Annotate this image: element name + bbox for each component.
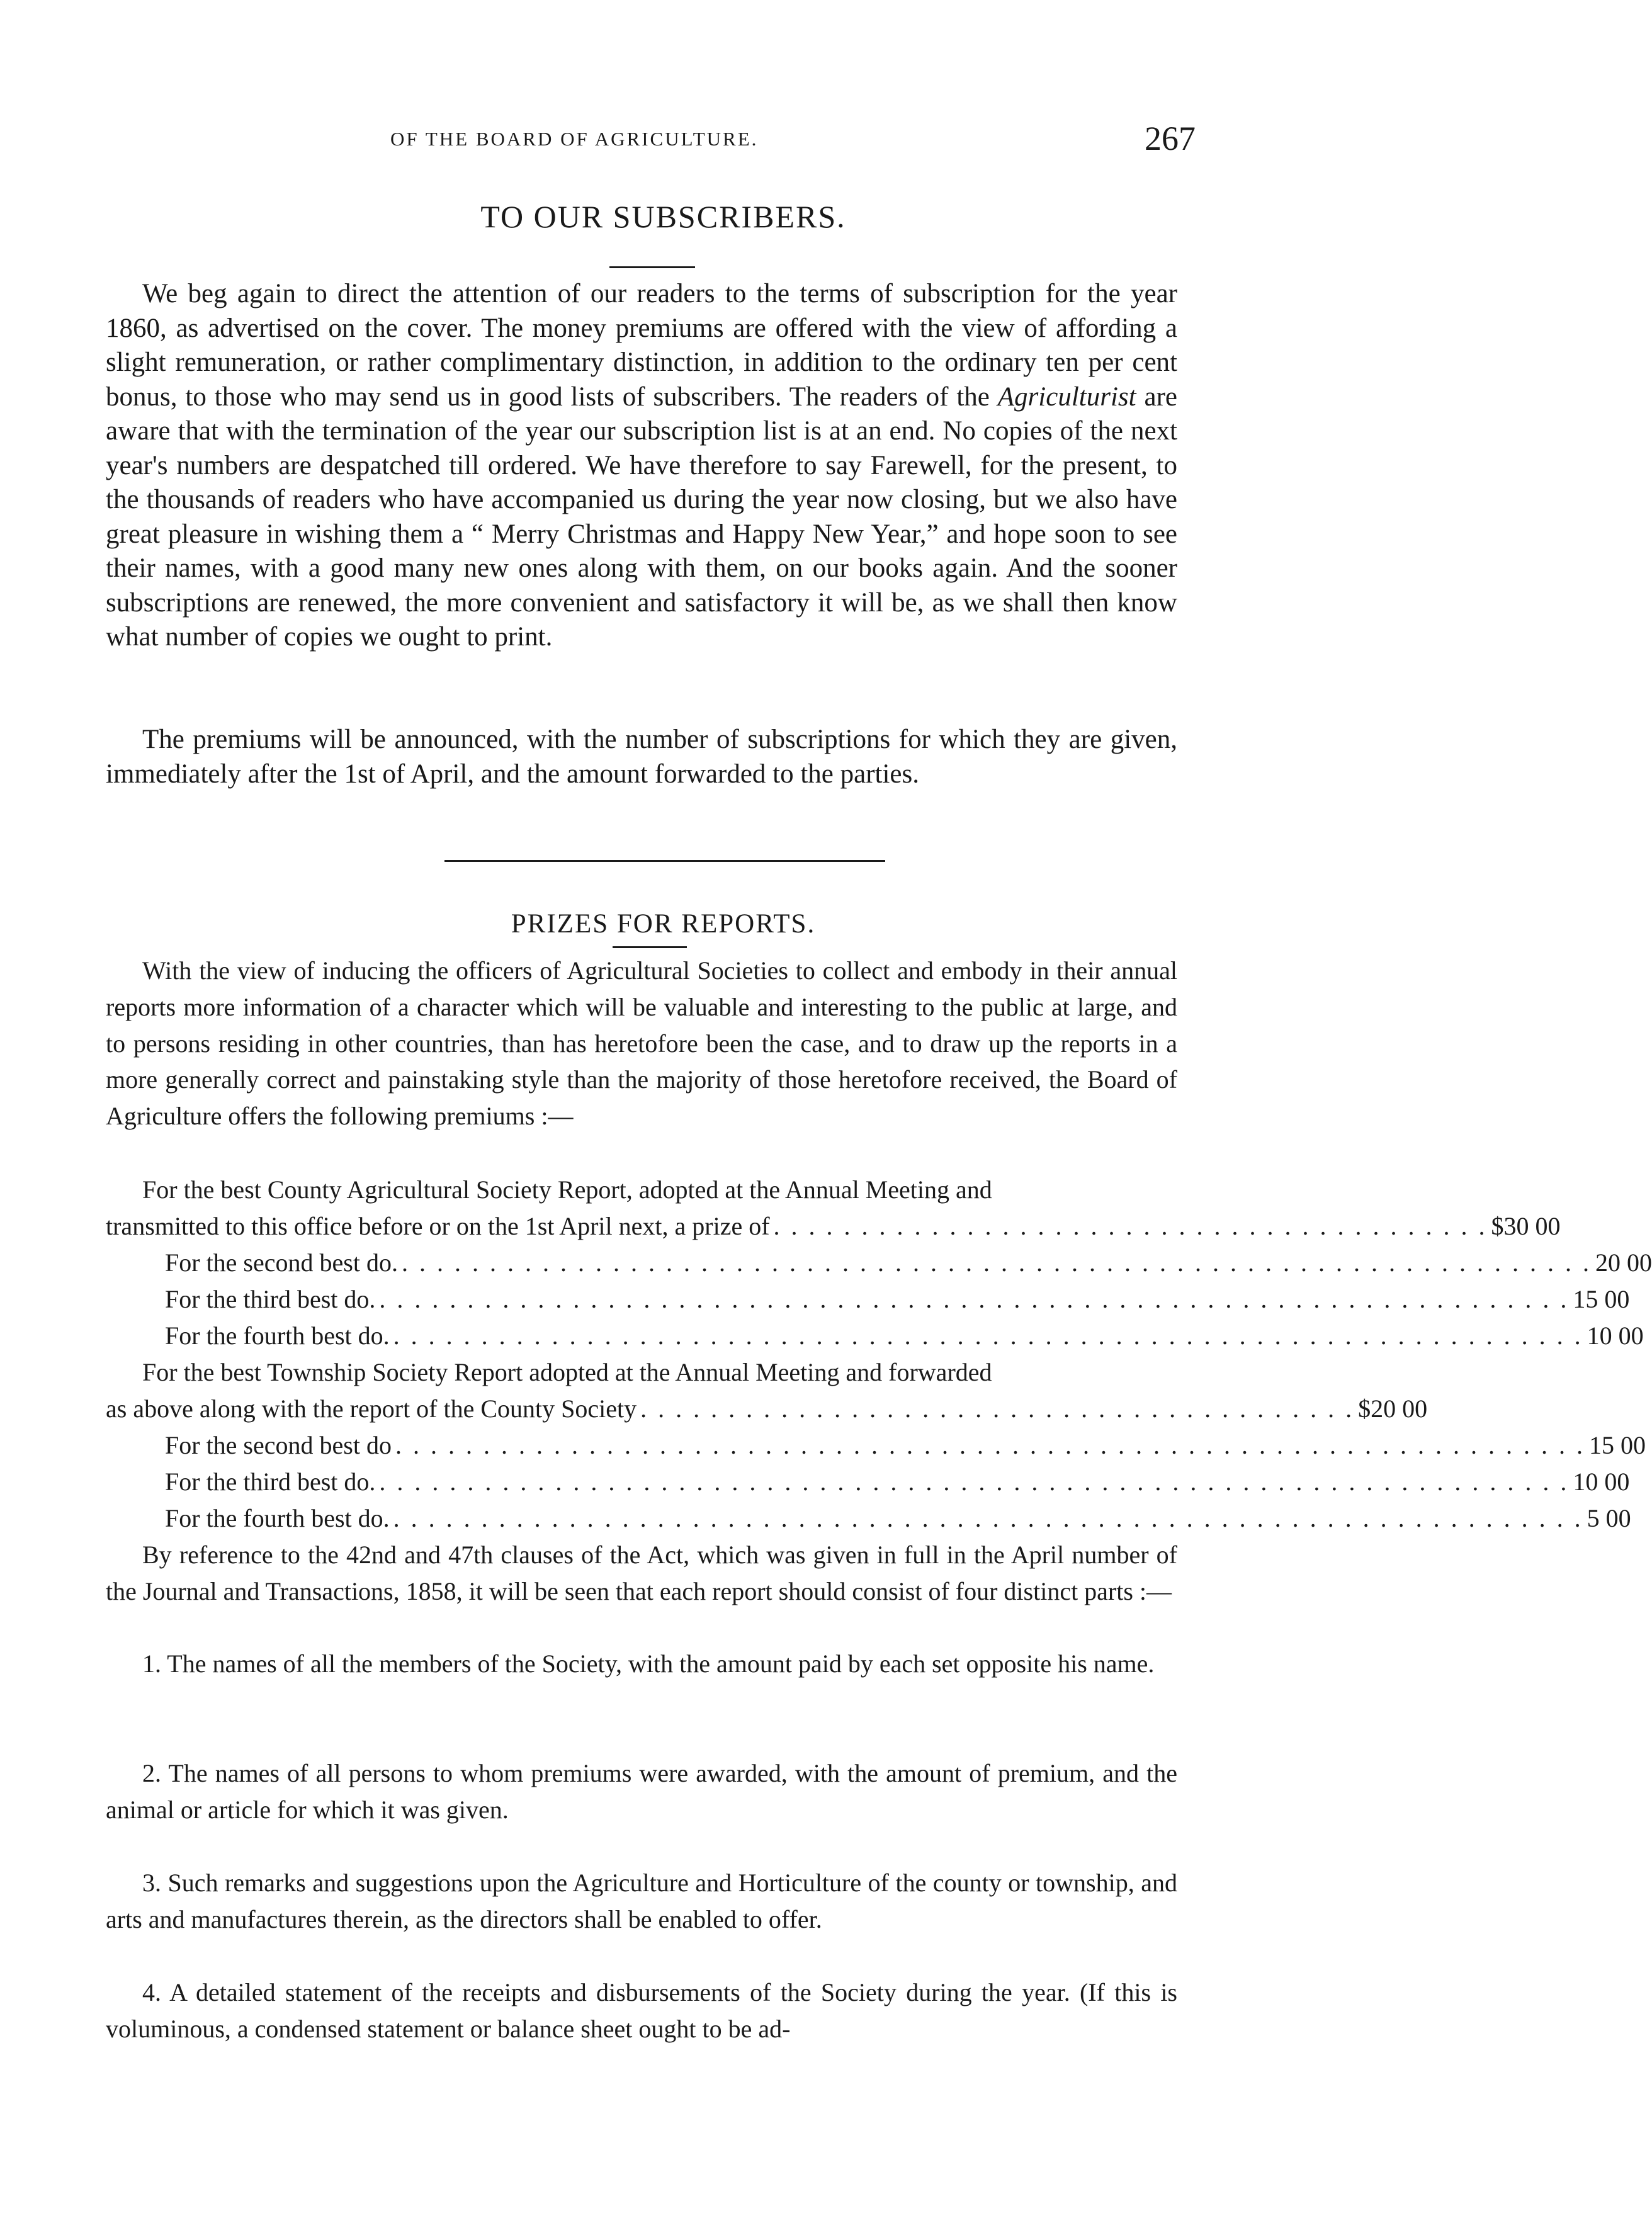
page-number: 267 [1145, 120, 1196, 157]
township-prize-entry [165, 1464, 1630, 1500]
prize-amount: 15 00 [1588, 1431, 1646, 1459]
leader-dots: . . . . . . . . . . . . . . . . . . . . . . . . . . . . . . . . . . . . . . . . . . . . . . . . . . . . . . . . . . . . . . . . . . . . [393, 1321, 1583, 1350]
prize-amount: 10 00 [1587, 1321, 1644, 1350]
reference-paragraph: By reference to the 42nd and 47th clauses of the Act, which was given in full in the April number of the Journal and Transactions, 1858, it will be seen that each report should consist of four distinct parts :— [106, 1541, 1177, 1605]
prize-label: For the second best do. [165, 1248, 398, 1277]
leader-dots: . . . . . . . . . . . . . . . . . . . . . . . . . . . . . . . . . . . . . . . . . [773, 1212, 1488, 1240]
prizes-heading-rule [613, 946, 687, 948]
township-first-prize-amount: $20 00 [1358, 1394, 1428, 1423]
leader-dots: . . . . . . . . . . . . . . . . . . . . . . . . . . . . . . . . . . . . . . . . . . . . . . . . . . . . . . . . . . . . . . . . . . . . [379, 1285, 1570, 1313]
county-line-1-text: For the best County Agricultural Society Report, adopted at the Annual Meeting and [142, 1175, 992, 1204]
report-part-item: 4. A detailed statement of the receipts and disbursements of the Society during the year. (If this is voluminous, a condensed statement or balance sheet ought to be ad- [106, 1978, 1177, 2043]
agriculturist-title: Agriculturist [997, 382, 1136, 412]
subscribers-paragraph-1-part-a: We beg again to direct the attention of our readers to the terms of subscription for the year 1860, as advertised on the cover. The money premiums are offered with the view of affording a slight remuneration, or rather complimentary distinction, in addition to the ordinary ten per cent bonus, to those who may send us in good lists of subscribers. The readers of the [106, 279, 1177, 412]
prizes-heading: PRIZES FOR REPORTS. [511, 909, 816, 939]
report-part-item: 1. The names of all the members of the Society, with the amount paid by each set opposite his name. [142, 1649, 1155, 1678]
prize-label: For the third best do. [165, 1468, 376, 1496]
leader-dots: . . . . . . . . . . . . . . . . . . . . . . . . . . . . . . . . . . . . . . . . . . . . . . . . . . . . . . . . . . . . . . . . . . . . [401, 1248, 1592, 1277]
county-prize-entry [165, 1318, 1644, 1354]
leader-dots: . . . . . . . . . . . . . . . . . . . . . . . . . . . . . . . . . . . . . . . . . [640, 1394, 1355, 1423]
subscribers-paragraph-1-part-b: are aware that with the termination of the year our subscription list is at an end. No copies of the next year's numbers are despatched till ordered. We have therefore to say Farewell, for the present, to the thousands of readers who have accompanied us during the year now closing, but we also have great pleasure in wishing them a “ Merry Christmas and Happy New Year,” and hope soon to see their names, with a good many new ones along with them, on our books again. And the sooner subscriptions are renewed, the more convenient and satisfactory it will be, as we shall then know what number of copies we ought to print. [106, 382, 1177, 652]
report-part-item: 3. Such remarks and suggestions upon the Agriculture and Horticulture of the county or township, and arts and manufactures therein, as the directors shall be enabled to offer. [106, 1869, 1177, 1933]
leader-dots: . . . . . . . . . . . . . . . . . . . . . . . . . . . . . . . . . . . . . . . . . . . . . . . . . . . . . . . . . . . . . . . . . . . . [379, 1468, 1570, 1496]
prize-amount: 10 00 [1573, 1468, 1630, 1496]
county-line-1 [142, 1172, 1178, 1208]
township-prize-entry [165, 1500, 1631, 1537]
prize-label: For the second best do [165, 1431, 392, 1459]
county-line-2-text: transmitted to this office before or on the 1st April next, a prize of [106, 1212, 770, 1240]
township-line-2-text: as above along with the report of the County Society [106, 1394, 637, 1423]
running-head [0, 120, 1327, 167]
county-line-2 [106, 1208, 1561, 1245]
subscribers-heading: TO OUR SUBSCRIBERS. [480, 199, 846, 234]
township-line-1-text: For the best Township Society Report adopted at the Annual Meeting and forwarded [142, 1358, 992, 1386]
subscribers-paragraph-2: The premiums will be announced, with the number of subscriptions for which they are given, immediately after the 1st of April, and the amount forwarded to the parties. [106, 725, 1177, 789]
township-line-1 [142, 1354, 1178, 1391]
prize-amount: 20 00 [1595, 1248, 1652, 1277]
prize-label: For the third best do. [165, 1285, 376, 1313]
prize-amount: 5 00 [1587, 1504, 1631, 1532]
report-part-item: 2. The names of all persons to whom premiums were awarded, with the amount of premium, and the animal or article for which it was given. [106, 1759, 1177, 1824]
section-divider [444, 860, 885, 862]
township-prize-entry [165, 1427, 1646, 1464]
county-prize-entry [165, 1245, 1652, 1281]
running-title: OF THE BOARD OF AGRICULTURE. [390, 128, 759, 150]
leader-dots: . . . . . . . . . . . . . . . . . . . . . . . . . . . . . . . . . . . . . . . . . . . . . . . . . . . . . . . . . . . . . . . . . . . . [393, 1504, 1583, 1532]
prize-label: For the fourth best do. [165, 1321, 390, 1350]
prize-label: For the fourth best do. [165, 1504, 390, 1532]
township-line-2 [106, 1391, 1428, 1427]
subscribers-heading-rule [609, 266, 695, 268]
subscribers-paragraph-1 [106, 277, 1177, 655]
county-first-prize-amount: $30 00 [1491, 1212, 1561, 1240]
county-prize-entry [165, 1281, 1630, 1318]
leader-dots: . . . . . . . . . . . . . . . . . . . . . . . . . . . . . . . . . . . . . . . . . . . . . . . . . . . . . . . . . . . . . . . . . . . . [395, 1431, 1585, 1459]
prizes-intro: With the view of inducing the officers of Agricultural Societies to collect and embody in their annual reports more information of a character which will be valuable and interesting to the public at large, and to persons residing in other countries, than has heretofore been the case, and to draw up the reports in a more generally correct and painstaking style than the majority of those heretofore received, the Board of Agriculture offers the following premiums :— [106, 956, 1177, 1131]
prize-amount: 15 00 [1573, 1285, 1630, 1313]
